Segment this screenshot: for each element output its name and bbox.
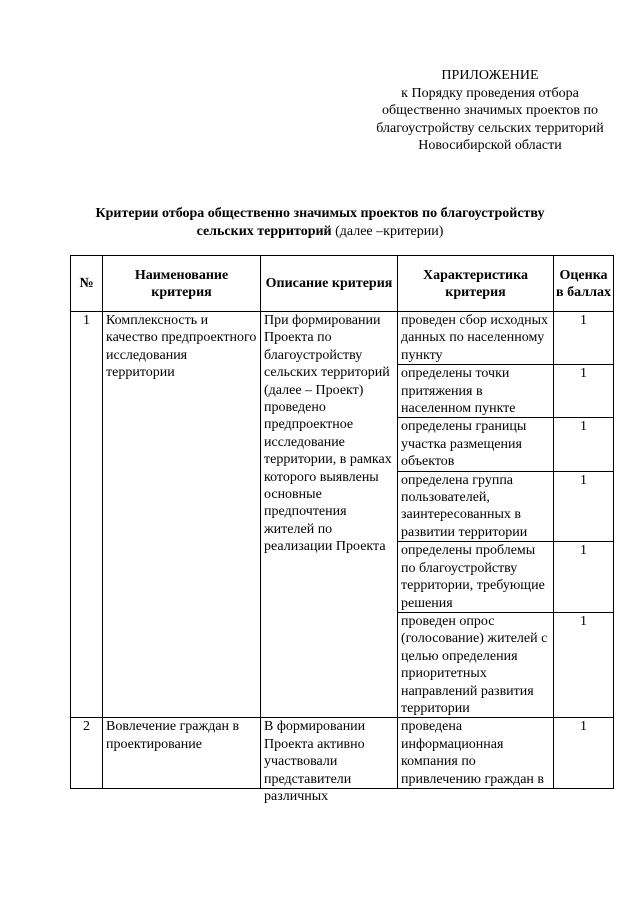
table-header-row: [71, 256, 614, 312]
criterion-name: Вовлечение граждан в проектирование: [103, 718, 261, 789]
characteristic-cell: определена группа пользователей, заинтересованных в развитии территории: [398, 471, 554, 542]
header-score: Оценка в баллах: [554, 256, 614, 312]
characteristic-cell: проведен опрос (голосование) жителей с целью определения приоритетных направлений развития территории: [398, 612, 554, 717]
header-name: Наименование критерия: [103, 256, 261, 312]
header-description: Описание критерия: [261, 256, 398, 312]
score-cell: 1: [554, 718, 614, 789]
characteristic-cell: проведен сбор исходных данных по населенному пункту: [398, 312, 554, 365]
appendix-block: [345, 67, 635, 155]
appendix-line: к Порядку проведения отбора: [401, 85, 579, 101]
appendix-heading: ПРИЛОЖЕНИЕ: [441, 68, 539, 83]
appendix-line: Новосибирской области: [418, 138, 562, 153]
score-cell: 1: [554, 365, 614, 418]
criterion-description: В формировании Проекта активно участвовали представители различных: [261, 718, 398, 789]
appendix-line: общественно значимых проектов по: [381, 103, 599, 118]
characteristic-cell: определены проблемы по благоустройству территории, требующие решения: [398, 542, 554, 613]
score-cell: 1: [554, 612, 614, 717]
score-cell: 1: [554, 471, 614, 542]
criterion-number: 2: [71, 718, 103, 789]
header-num: №: [71, 256, 103, 312]
characteristic-cell: проведена информационная компания по привлечению граждан в: [398, 718, 554, 789]
document-title-bold: Критерии отбора общественно значимых проектов по благоустройству сельских территорий: [95, 206, 545, 239]
criteria-table: [70, 255, 614, 804]
table-row: [71, 718, 614, 789]
characteristic-cell: определены точки притяжения в населенном пункте: [398, 365, 554, 418]
header-characteristic: Характеристика критерия: [398, 256, 554, 312]
score-cell: 1: [554, 542, 614, 613]
characteristic-cell: определены границы участка размещения объектов: [398, 418, 554, 471]
document-title: [70, 205, 570, 241]
criterion-description: При формировании Проекта по благоустройству сельских территорий (далее – Проект) проведено предпроектное исследование территории, в рамках которого выявлены основные предпочтения жителей по реализации Проекта: [261, 312, 398, 718]
table-row: [71, 312, 614, 365]
appendix-line: благоустройству сельских территорий: [376, 120, 604, 136]
document-title-rest: (далее –критерии): [331, 224, 444, 239]
score-cell: 1: [554, 312, 614, 365]
criterion-number: 1: [71, 312, 103, 718]
score-cell: 1: [554, 418, 614, 471]
criterion-name: Комплексность и качество предпроектного исследования территории: [103, 312, 261, 718]
